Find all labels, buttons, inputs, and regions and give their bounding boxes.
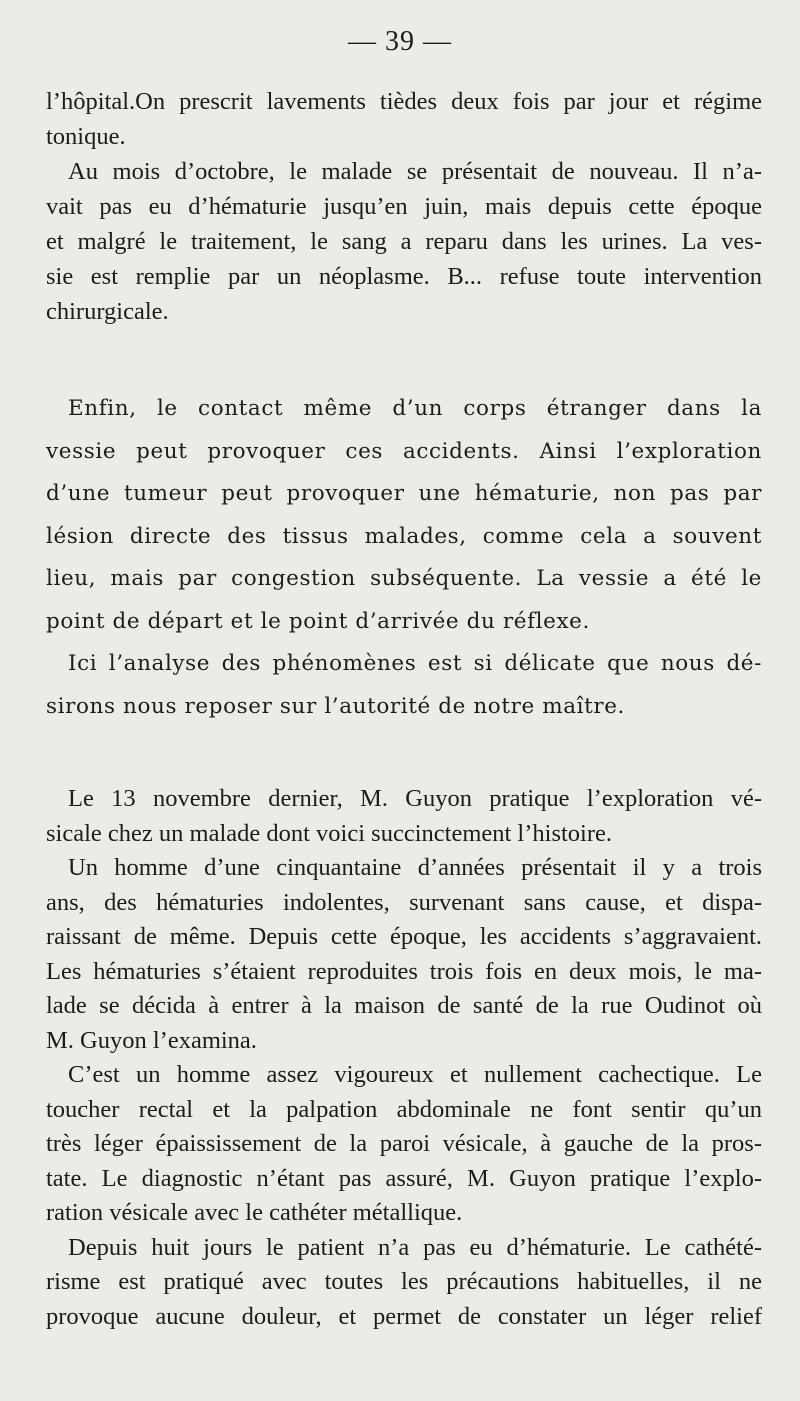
paragraph-block-3	[46, 782, 762, 1334]
text-line: Les hématuries s’étaient reproduites trois fois en deux mois, le ma-	[46, 957, 762, 985]
text-line: l’hôpital.On prescrit lavements tièdes deux fois par jour et régime	[46, 88, 762, 115]
text-line: sicale chez un malade dont voici succinctement l’histoire.	[46, 819, 613, 847]
text-line: provoque aucune douleur, et permet de constater un léger relief	[46, 1302, 762, 1330]
text-line: tate. Le diagnostic n’étant pas assuré, M. Guyon pratique l’explo-	[46, 1164, 762, 1192]
text-line: vessie peut provoquer ces accidents. Ainsi l’exploration	[46, 438, 762, 464]
text-line: point de départ et le point d’arrivée du réflexe.	[46, 608, 590, 634]
paragraph-block-1	[46, 84, 762, 329]
text-line: lésion directe des tissus malades, comme cela a souvent	[46, 523, 762, 549]
text-line: chirurgicale.	[46, 298, 169, 325]
text-line: raissant de même. Depuis cette époque, les accidents s’aggravaient.	[46, 923, 762, 950]
text-line: sirons nous reposer sur l’autorité de notre maître.	[46, 693, 625, 719]
text-line: C’est un homme assez vigoureux et nullement cachectique. Le	[68, 1061, 762, 1088]
paragraph-block-2	[46, 388, 762, 728]
text-line: ration vésicale avec le cathéter métallique.	[46, 1199, 463, 1226]
text-line: et malgré le traitement, le sang a reparu dans les urines. La ves-	[46, 228, 762, 255]
text-line: risme est pratiqué avec toutes les précautions habituelles, il ne	[46, 1268, 762, 1295]
text-line: M. Guyon l’examina.	[46, 1026, 257, 1054]
text-line: Un homme d’une cinquantaine d’années présentait il y a trois	[68, 854, 762, 881]
text-line: Au mois d’octobre, le malade se présentait de nouveau. Il n’a-	[68, 158, 762, 185]
text-line: tonique.	[46, 123, 126, 150]
text-line: lieu, mais par congestion subséquente. La vessie a été le	[46, 566, 762, 591]
text-line: Enfin, le contact même d’un corps étranger dans la	[68, 396, 762, 421]
text-line: toucher rectal et la palpation abdominale ne font sentir qu’un	[46, 1095, 762, 1123]
text-line: lade se décida à entrer à la maison de santé de la rue Oudinot où	[46, 992, 762, 1019]
text-line: ans, des hématuries indolentes, survenant sans cause, et dispa-	[46, 888, 762, 916]
text-line: vait pas eu d’hématurie jusqu’en juin, mais depuis cette époque	[46, 193, 762, 220]
text-line: Le 13 novembre dernier, M. Guyon pratique l’exploration vé-	[68, 785, 762, 812]
page-number: — 39 —	[348, 26, 452, 57]
text-line: Ici l’analyse des phénomènes est si délicate que nous dé-	[68, 651, 762, 676]
text-line: très léger épaississement de la paroi vésicale, à gauche de la pros-	[46, 1130, 762, 1157]
text-line: Depuis huit jours le patient n’a pas eu d’hématurie. Le cathété-	[68, 1233, 762, 1261]
text-line: sie est remplie par un néoplasme. B... refuse toute intervention	[46, 263, 762, 290]
text-line: d’une tumeur peut provoquer une hématurie, non pas par	[46, 481, 762, 506]
